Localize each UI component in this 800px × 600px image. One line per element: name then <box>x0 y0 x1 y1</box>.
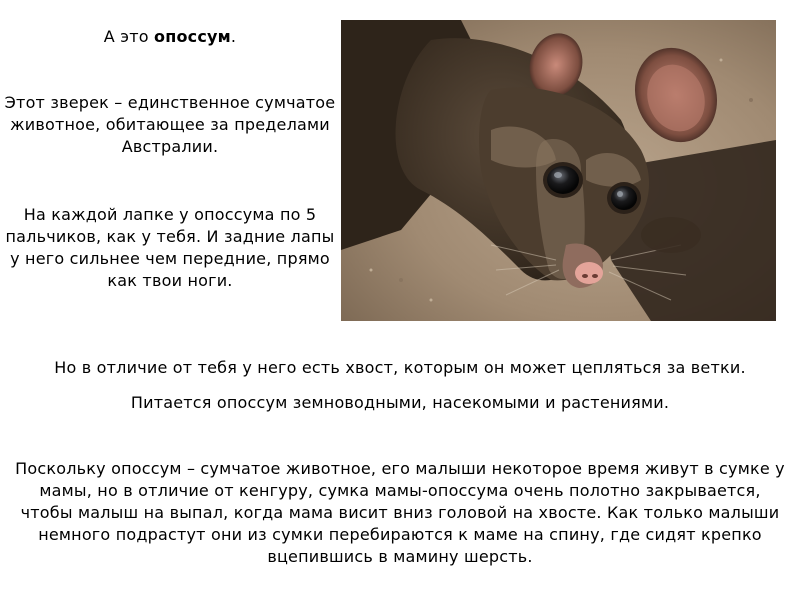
animal-name: опоссум <box>154 27 231 46</box>
paragraph-diet: Питается опоссум земноводными, насекомыми и растениями. <box>130 393 670 412</box>
paragraph-pouch: Поскольку опоссум – сумчатое животное, его малыши некоторое время живут в сумке у мамы, но в отличие от кенгуру, сумка мамы-опоссума очень полотно закрывается, чтобы малыш на выпал, когда мама висит вниз головой на хвосте. Как только малыши немного подрастут они из сумки перебираются к маме на спину, где сидят крепко вцепившись в мамину шерсть. <box>15 459 785 566</box>
intro-suffix: . <box>230 27 237 46</box>
intro-line <box>40 26 300 48</box>
paragraph-tail: Но в отличие от тебя у него есть хвост, которым он может цепляться за ветки. <box>54 358 746 377</box>
paragraph-paws: На каждой лапке у опоссума по 5 пальчиков, как у тебя. И задние лапы у него сильнее чем передние, прямо как твои ноги. <box>5 205 335 290</box>
paragraph-distribution: Этот зверек – единственное сумчатое животное, обитающее за пределами Австралии. <box>4 93 336 156</box>
intro-prefix: А это <box>103 27 154 46</box>
opossum-photo <box>341 20 776 321</box>
